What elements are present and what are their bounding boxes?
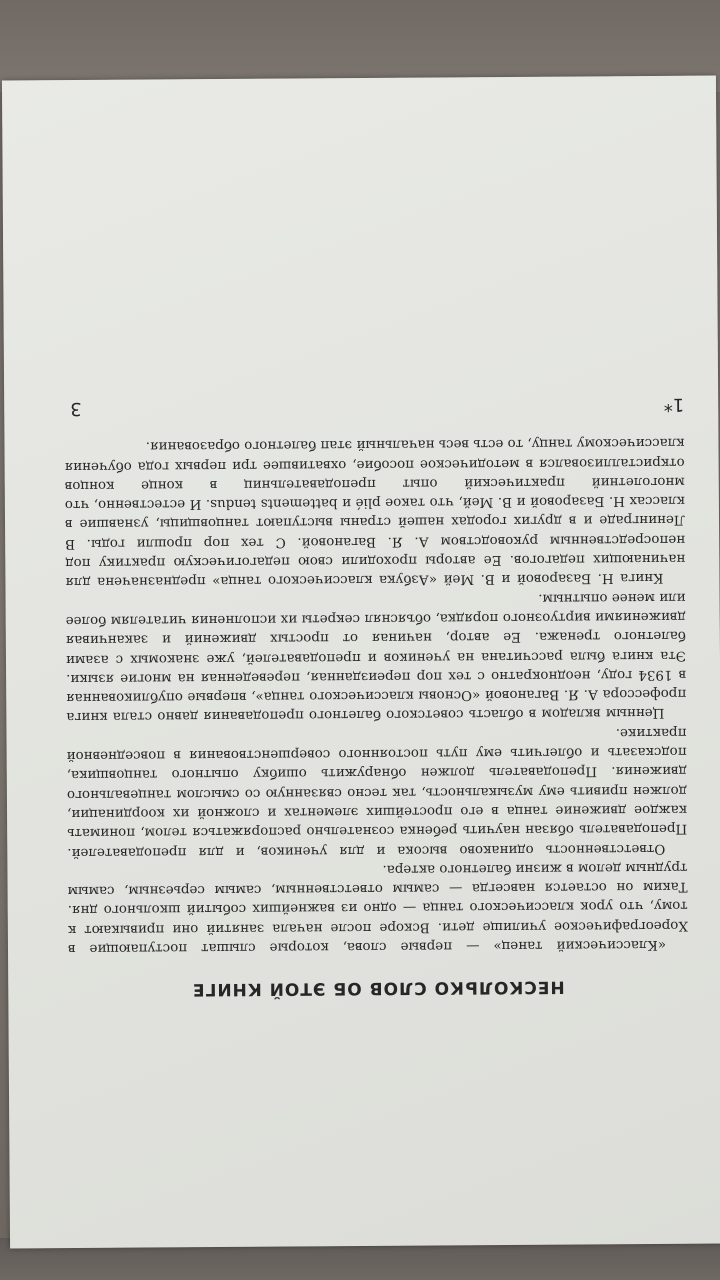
paragraph-1: «Классический танец» — первые слова, которые слышат поступающие в Хореографическое училище дети. Вскоре после начала занятий они привыкают к тому, что урок классического танца — одно из важнейших событий школьного дня. Таким он остается навсегда — самым ответственным, самым серьезным, самым трудным делом в жизни балетного актера. [67,859,688,957]
signature-mark: 1* [663,393,685,415]
paragraph-4: Книга Н. Базаровой и В. Мей «Азбука классического танца» предназначена для начинающих педагогов. Ее авторы проходили свою педагогическую практику под непосредственным руководством А. Я. Вагановой. С тех пор прошли годы. В Ленинграде и в других городах нашей страны выступают танцовщицы, узнавшие в классах Н. Базаровой и В. Мей, что такое plié и battements tendus. И естественно, что многолетний практический опыт преподавательниц в конце концов откристаллизовался в методическое пособие, охватившее три первых года обучения классическому танцу, то есть весь начальный этап балетного образования. [64,435,686,590]
paragraph-2: Ответственность одинаково высока и для учеников, и для преподавателей. Преподаватель обязан научить ребенка сознательно распоряжаться телом, понимать каждое движение танца в его простейших элементах и сложной их координации, должен привить ему музыкальность, так тесно связанную со смыслом танцевального движения. Преподаватель должен обнаружить ошибку опытного танцовщика, подсказать и облегчить ему путь постоянного совершенствования в повседневной практике. [66,724,688,860]
upside-down-text-block [63,236,688,1000]
page-number: 3 [70,397,82,420]
paragraph-3: Ценным вкладом в область советского балетного преподавания давно стала книга профессора А. Я. Вагановой «Основы классического танца», впервые опубликованная в 1934 году, неоднократно с тех пор переизданная, переведенная на многие языки. Эта книга была рассчитана на учеников и преподавателей, уже знакомых с азами балетного тренажа. Ее автор, начиная от простых движений и заканчивая движениями виртуозного порядка, объяснял секреты их исполнения читателям более или менее опытным. [65,589,687,725]
page-footer [64,381,684,425]
book-page [2,76,720,1249]
page-heading: НЕСКОЛЬКО СЛОВ ОБ ЭТОЙ КНИГЕ [191,976,565,1000]
